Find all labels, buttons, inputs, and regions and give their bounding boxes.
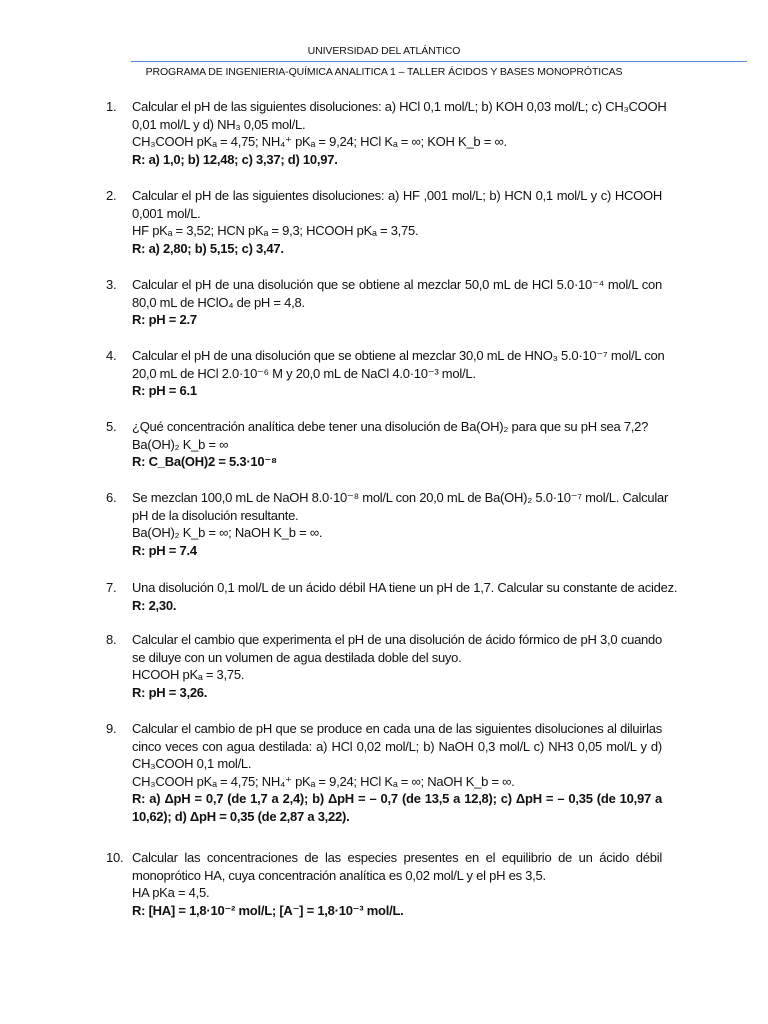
question-text-line: se diluye con un volumen de agua destilada doble del suyo. bbox=[132, 649, 462, 665]
question-answer: R: pH = 6.1 bbox=[132, 383, 197, 398]
question-text-line: Calcular el pH de las siguientes disoluciones: a) HCl 0,1 mol/L; b) KOH 0,03 mol/L; c) CH₃COOH bbox=[132, 99, 667, 114]
question-data-line: HF pKₐ = 3,52; HCN pKₐ = 9,3; HCOOH pKₐ = 3,75. bbox=[132, 223, 419, 238]
question-number: 2. bbox=[106, 188, 117, 203]
question-number: 10. bbox=[106, 850, 124, 865]
question-answer: R: a) 1,0; b) 12,48; c) 3,37; d) 10,97. bbox=[132, 151, 338, 167]
question-text-line: Calcular el cambio de pH que se produce en cada una de las siguientes disoluciones al diluirlas bbox=[132, 721, 662, 736]
header-divider bbox=[131, 61, 747, 62]
question-text-line: Calcular el pH de una disolución que se obtiene al mezclar 50,0 mL de HCl 5.0·10⁻⁴ mol/L con bbox=[132, 277, 662, 292]
question-number: 8. bbox=[106, 632, 117, 647]
question-number: 3. bbox=[106, 277, 117, 292]
question-number: 5. bbox=[106, 419, 117, 434]
question-data-line: HCOOH pKₐ = 3,75. bbox=[132, 667, 245, 682]
question-answer: R: pH = 2.7 bbox=[132, 312, 197, 327]
question-answer: R: pH = 3,26. bbox=[132, 684, 208, 700]
question-number: 7. bbox=[106, 580, 117, 595]
question-answer: R: 2,30. bbox=[132, 597, 177, 613]
question-text-line: 20,0 mL de HCl 2.0·10⁻⁶ M y 20,0 mL de NaCl 4.0·10⁻³ mol/L. bbox=[132, 365, 476, 381]
question-number: 9. bbox=[106, 721, 117, 736]
question-text-line: Calcular el pH de una disolución que se obtiene al mezclar 30,0 mL de HNO₃ 5.0·10⁻⁷ mol/L con bbox=[132, 348, 665, 363]
question-data-line: CH₃COOH pKₐ = 4,75; NH₄⁺ pKₐ = 9,24; HCl Kₐ = ∞; KOH K_b = ∞. bbox=[132, 134, 507, 149]
question-text-line: pH de la disolución resultante. bbox=[132, 507, 299, 523]
question-answer: R: [HA] = 1,8·10⁻² mol/L; [A⁻] = 1,8·10⁻³ mol/L. bbox=[132, 902, 404, 918]
question-text-line: Se mezclan 100,0 mL de NaOH 8.0·10⁻⁸ mol/L con 20,0 mL de Ba(OH)₂ 5.0·10⁻⁷ mol/L. Calcular bbox=[132, 490, 669, 505]
question-text-line: Una disolución 0,1 mol/L de un ácido débil HA tiene un pH de 1,7. Calcular su constante de acidez. bbox=[132, 580, 678, 595]
question-answer: R: a) ΔpH = 0,7 (de 1,7 a 2,4); b) ΔpH = – 0,7 (de 13,5 a 12,8); c) ΔpH = – 0,35 (de 10,97 a bbox=[132, 791, 662, 806]
question-number: 6. bbox=[106, 490, 117, 505]
question-number: 4. bbox=[106, 348, 117, 363]
question-number: 1. bbox=[106, 99, 117, 114]
question-text-line: 0,001 mol/L. bbox=[132, 205, 201, 221]
question-answer: R: C_Ba(OH)2 = 5.3·10⁻⁸ bbox=[132, 454, 277, 469]
question-text-line: monoprótico HA, cuya concentración analítica es 0,02 mol/L y el pH es 3,5. bbox=[132, 867, 546, 883]
question-text-line: Calcular el pH de las siguientes disoluciones: a) HF ,001 mol/L; b) HCN 0,1 mol/L y c) HCOOH bbox=[132, 188, 662, 203]
program-header: PROGRAMA DE INGENIERIA-QUÍMICA ANALITICA 1 – TALLER ÁCIDOS Y BASES MONOPRÓTICAS bbox=[145, 66, 623, 78]
question-data-line: HA pKa = 4,5. bbox=[132, 885, 210, 900]
question-data-line: Ba(OH)₂ K_b = ∞; NaOH K_b = ∞. bbox=[132, 525, 323, 540]
question-text-line: 80,0 mL de HClO₄ de pH = 4,8. bbox=[132, 294, 305, 310]
question-text-line: cinco veces con agua destilada: a) HCl 0,02 mol/L; b) NaOH 0,3 mol/L c) NH3 0,05 mol/L y d) bbox=[132, 738, 662, 754]
question-text-line: Calcular el cambio que experimenta el pH de una disolución de ácido fórmico de pH 3,0 cuando bbox=[132, 632, 662, 647]
question-answer: R: a) 2,80; b) 5,15; c) 3,47. bbox=[132, 240, 284, 256]
question-text-line: Calcular las concentraciones de las especies presentes en el equilibrio de un ácido débil bbox=[132, 850, 662, 865]
question-text-line: ¿Qué concentración analítica debe tener una disolución de Ba(OH)₂ para que su pH sea 7,2? bbox=[132, 419, 649, 434]
question-text-line: 0,01 mol/L y d) NH₃ 0,05 mol/L. bbox=[132, 116, 306, 132]
question-data-line: CH₃COOH pKₐ = 4,75; NH₄⁺ pKₐ = 9,24; HCl Kₐ = ∞; NaOH K_b = ∞. bbox=[132, 773, 515, 789]
university-header: UNIVERSIDAD DEL ATLÁNTICO bbox=[307, 45, 461, 57]
question-answer-continued: 10,62); d) ΔpH = 0,35 (de 2,87 a 3,22). bbox=[132, 808, 350, 824]
question-text-line: CH₃COOH 0,1 mol/L. bbox=[132, 756, 252, 771]
question-data-line: Ba(OH)₂ K_b = ∞ bbox=[132, 436, 229, 452]
question-answer: R: pH = 7.4 bbox=[132, 542, 197, 558]
